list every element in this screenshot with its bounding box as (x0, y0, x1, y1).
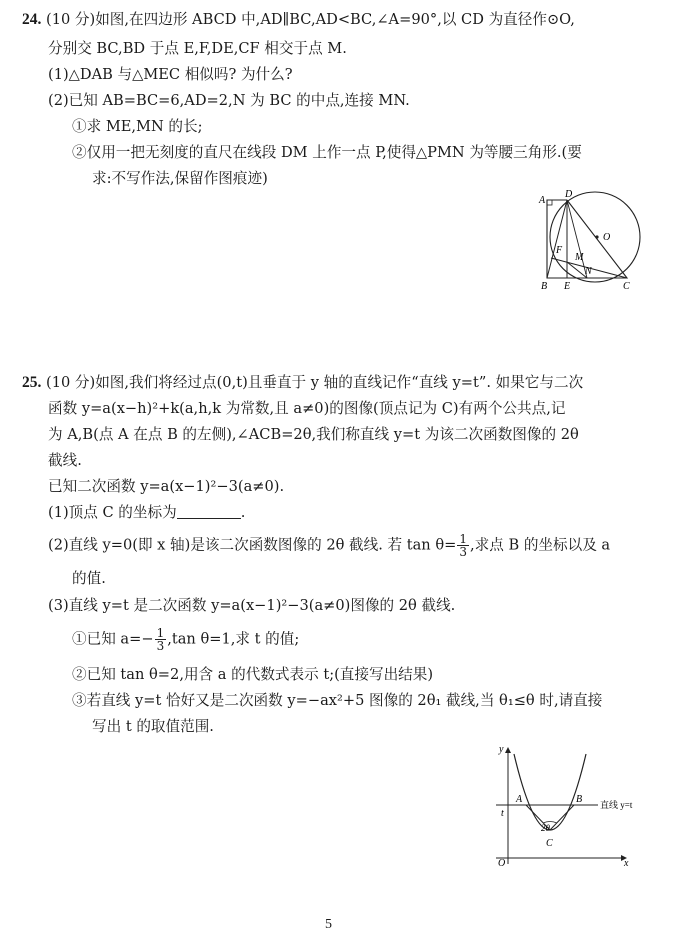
q25-part3a-frac-num: 1 (156, 626, 165, 640)
q25-part2-frac-num: 1 (459, 532, 467, 546)
q25-label-y: y (499, 744, 504, 755)
q24-part1: (1)△DAB 与△MEC 相似吗? 为什么? (48, 66, 293, 83)
q25-part3a-frac-den: 3 (156, 639, 165, 653)
q25-stem-3: 为 A,B(点 A 在点 B 的左侧),∠ACB=2θ,我们称直线 y=t 为该二次函数图像的 2θ (48, 426, 579, 443)
q24-line1 (22, 11, 575, 29)
q25-label-b: B (576, 794, 583, 805)
q25-part2-text-b: ,求点 B 的坐标以及 a (470, 536, 611, 554)
q25-part3a-text-b: ,tan θ=1,求 t 的值; (167, 630, 300, 648)
q24-center-dot (595, 235, 598, 238)
q24-right-angle-mark (547, 200, 552, 205)
q24-label-o: O (603, 232, 611, 243)
q24-label-d: D (565, 189, 573, 200)
q24-part2: (2)已知 AB=BC=6,AD=2,N 为 BC 的中点,连接 MN. (48, 92, 410, 109)
q25-label-x: x (624, 858, 629, 867)
q25-part3a-text-a: ①已知 a=− (72, 630, 154, 648)
q25-part2-cont: 的值. (72, 570, 106, 587)
q25-figure (490, 742, 650, 867)
q25-part2-fraction (457, 533, 469, 558)
q25-label-o: O (498, 858, 506, 867)
q25-part1-end: . (240, 504, 246, 521)
q24-label-m: M (575, 252, 584, 263)
q25-stem-1: (10 分)如图,我们将经过点(0,t)且垂直于 y 轴的直线记作“直线 y=t”. 如果它与二次 (46, 374, 584, 391)
q25-answer-blank[interactable] (177, 504, 241, 519)
q25-label-t: t (501, 808, 504, 819)
q24-label-b: B (541, 281, 548, 292)
q24-label-a: A (539, 195, 546, 206)
q25-part1 (48, 504, 245, 522)
q25-part3c: ③若直线 y=t 恰好又是二次函数 y=−ax²+5 图像的 2θ₁ 截线,当 θ₁≤θ 时,请直接 (72, 692, 603, 709)
q24-part2b-cont: 求:不写作法,保留作图痕迹) (92, 170, 268, 187)
q25-label-a: A (516, 794, 523, 805)
q25-part2-frac-den: 3 (459, 545, 467, 559)
q24-stem-1: (10 分)如图,在四边形 ABCD 中,AD∥BC,AD<BC,∠A=90°,以 CD 为直径作⊙O, (46, 11, 575, 28)
q24-label-c: C (623, 281, 630, 292)
q25-part3b: ②已知 tan θ=2,用含 a 的代数式表示 t;(直接写出结果) (72, 666, 434, 683)
q24-label-f: F (556, 245, 563, 256)
q24-label-n: N (585, 266, 592, 277)
q25-part3a-fraction (155, 627, 167, 652)
q24-line-dn (567, 200, 587, 278)
q24-number: 24. (22, 11, 42, 28)
q25-parabola (514, 754, 586, 830)
q25-label-c: C (546, 838, 553, 849)
q24-part2b: ②仅用一把无刻度的直尺在线段 DM 上作一点 P,使得△PMN 为等腰三角形.(要 (72, 144, 582, 161)
q25-stem-4: 截线. (48, 452, 82, 469)
q25-part3: (3)直线 y=t 是二次函数 y=a(x−1)²−3(a≠0)图像的 2θ 截线. (48, 597, 456, 614)
q24-part2a: ①求 ME,MN 的长; (72, 118, 203, 135)
q25-part3c-cont: 写出 t 的取值范围. (92, 718, 214, 735)
page-number: 5 (325, 917, 332, 932)
q25-stem-2: 函数 y=a(x−h)²+k(a,h,k 为常数,且 a≠0)的图像(顶点记为 C)有两个公共点,记 (48, 400, 566, 417)
q25-line-cb (550, 805, 574, 830)
q25-part2 (48, 533, 610, 558)
q25-part2-text-a: (2)直线 y=0(即 x 轴)是该二次函数图像的 2θ 截线. 若 tan θ= (48, 536, 457, 554)
q24-figure (535, 188, 655, 293)
q25-part3a (72, 627, 299, 652)
q24-stem-2: 分别交 BC,BD 于点 E,F,DE,CF 相交于点 M. (48, 40, 347, 57)
q25-part1-text: (1)顶点 C 的坐标为 (48, 504, 177, 521)
q25-label-angle: 2θ (541, 823, 550, 833)
q25-given: 已知二次函数 y=a(x−1)²−3(a≠0). (48, 478, 285, 495)
q24-label-e: E (564, 281, 571, 292)
q25-number: 25. (22, 374, 42, 391)
q25-label-line: 直线 y=t (600, 800, 633, 810)
q25-line1 (22, 374, 583, 392)
